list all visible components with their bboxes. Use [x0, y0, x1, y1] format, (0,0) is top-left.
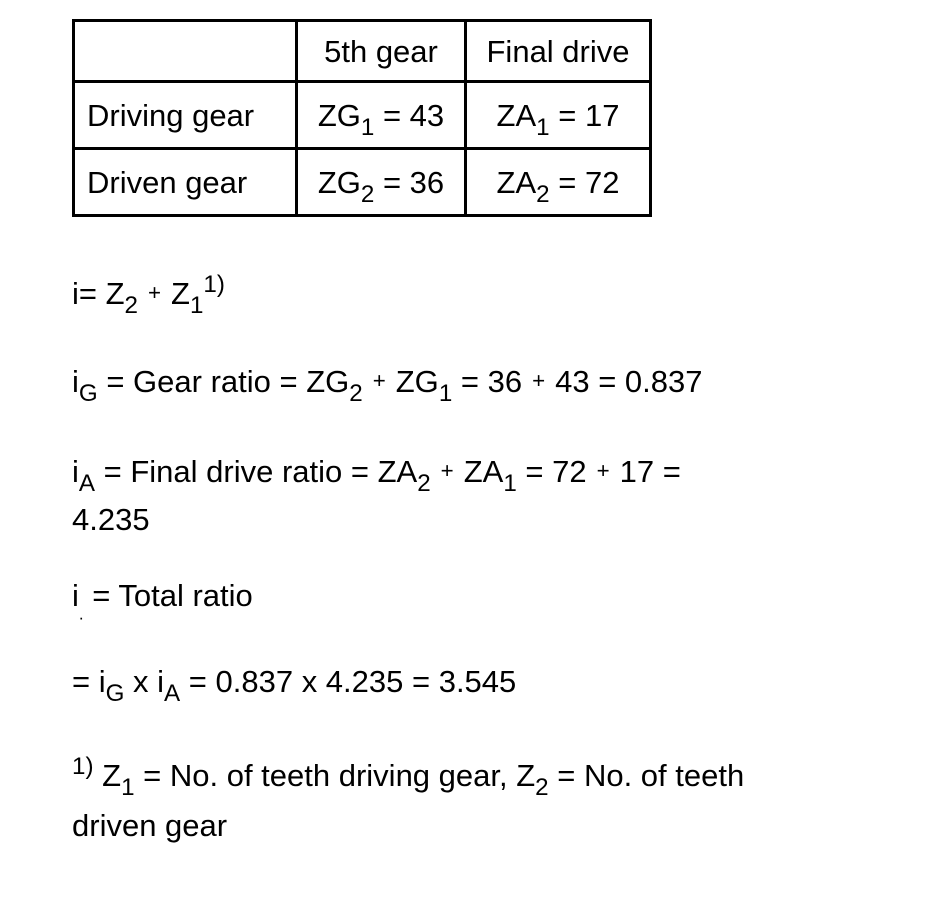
ratio-formula — [72, 270, 225, 320]
final-ratio-t1-sub: 2 — [417, 470, 431, 498]
footnote-ref: 1) — [203, 270, 225, 298]
final-ratio-i: i — [72, 454, 79, 489]
table-header-row — [74, 21, 651, 82]
final-ratio-i-sub: A — [78, 470, 96, 498]
gear-ratio-i: i — [72, 364, 79, 399]
cell-za1-value: = 17 — [549, 97, 620, 133]
cell-zg2-value: = 36 — [374, 164, 445, 200]
footnote-line-2: driven gear — [72, 808, 228, 843]
final-ratio-calc-a: = 72 — [516, 454, 587, 489]
total-ratio-calc — [72, 664, 517, 708]
cell-za2-value: = 72 — [549, 164, 620, 200]
total-calc-i1: i — [98, 664, 106, 699]
formula-lhs: i= — [72, 276, 106, 311]
footnote-text-2: = No. of teeth — [548, 758, 745, 793]
total-calc-i1-sub: G — [105, 680, 125, 708]
cell-zg2-sub: 2 — [360, 180, 375, 208]
cell-za1-base: ZA — [496, 97, 537, 133]
divide-sign-5: + — [596, 457, 610, 483]
cell-za2 — [466, 149, 651, 216]
row-label-driving: Driving gear — [74, 82, 297, 149]
total-ratio-i: i — [72, 578, 79, 613]
divide-sign-3: + — [532, 367, 546, 393]
header-5th-gear: 5th gear — [297, 21, 466, 82]
footnote-z1-sub: 1 — [121, 774, 135, 802]
total-calc-times: x — [124, 664, 158, 699]
cell-za1 — [466, 82, 651, 149]
formula-z2: Z — [105, 276, 125, 311]
gear-ratio-calc-a: = 36 — [452, 364, 523, 399]
gear-ratio-t2-sub: 1 — [438, 380, 453, 408]
gear-ratio-line — [72, 364, 703, 408]
cell-zg1-sub: 1 — [360, 113, 375, 141]
total-ratio-i-sub: . — [78, 604, 84, 624]
footnote-z2: Z — [516, 758, 536, 793]
cell-za2-sub: 2 — [536, 180, 550, 208]
gear-ratio-t1-sub: 2 — [349, 380, 363, 408]
divide-sign-1: + — [148, 279, 162, 305]
gear-ratio-label: = Gear ratio = — [97, 364, 307, 399]
final-drive-ratio-result: 4.235 — [72, 502, 150, 537]
final-drive-ratio-line — [72, 454, 681, 498]
divide-sign-2: + — [372, 367, 386, 393]
cell-za2-base: ZA — [496, 164, 537, 200]
total-calc-prefix: = — [72, 664, 99, 699]
cell-zg1-base: ZG — [317, 97, 361, 133]
final-ratio-calc-b: 17 = — [619, 454, 681, 489]
cell-zg2 — [297, 149, 466, 216]
footnote-text-1: = No. of teeth driving gear, — [134, 758, 517, 793]
gear-table — [72, 19, 652, 217]
footnote-line-1 — [72, 752, 745, 802]
header-empty-cell — [74, 21, 297, 82]
total-calc-i2: i — [157, 664, 165, 699]
table-row-driving — [74, 82, 651, 149]
formula-z2-sub: 2 — [124, 292, 138, 320]
total-ratio-line — [72, 578, 253, 624]
total-calc-i2-sub: A — [164, 680, 181, 708]
total-calc-result: = 0.837 x 4.235 = 3.545 — [180, 664, 517, 699]
header-final-drive: Final drive — [466, 21, 651, 82]
divide-sign-4: + — [440, 457, 454, 483]
formula-z1: Z — [171, 276, 190, 311]
gear-ratio-calc-b: 43 = 0.837 — [555, 364, 703, 399]
cell-zg1-value: = 43 — [374, 97, 445, 133]
footnote-marker: 1) — [72, 752, 94, 780]
final-ratio-t2-sub: 1 — [503, 470, 517, 498]
row-label-driven: Driven gear — [74, 149, 297, 216]
formula-z1-sub: 1 — [189, 292, 204, 320]
table-row-driven — [74, 149, 651, 216]
cell-zg2-base: ZG — [317, 164, 361, 200]
final-ratio-label: = Final drive ratio = — [95, 454, 378, 489]
footnote-z1: Z — [102, 758, 122, 793]
gear-ratio-i-sub: G — [78, 380, 98, 408]
cell-za1-sub: 1 — [536, 113, 550, 141]
total-ratio-label: = Total ratio — [83, 578, 253, 613]
cell-zg1 — [297, 82, 466, 149]
gear-ratio-t2: ZG — [395, 364, 439, 399]
footnote-z2-sub: 2 — [535, 774, 549, 802]
final-ratio-t1: ZA — [377, 454, 418, 489]
gear-ratio-t1: ZG — [306, 364, 350, 399]
final-ratio-t2: ZA — [463, 454, 504, 489]
